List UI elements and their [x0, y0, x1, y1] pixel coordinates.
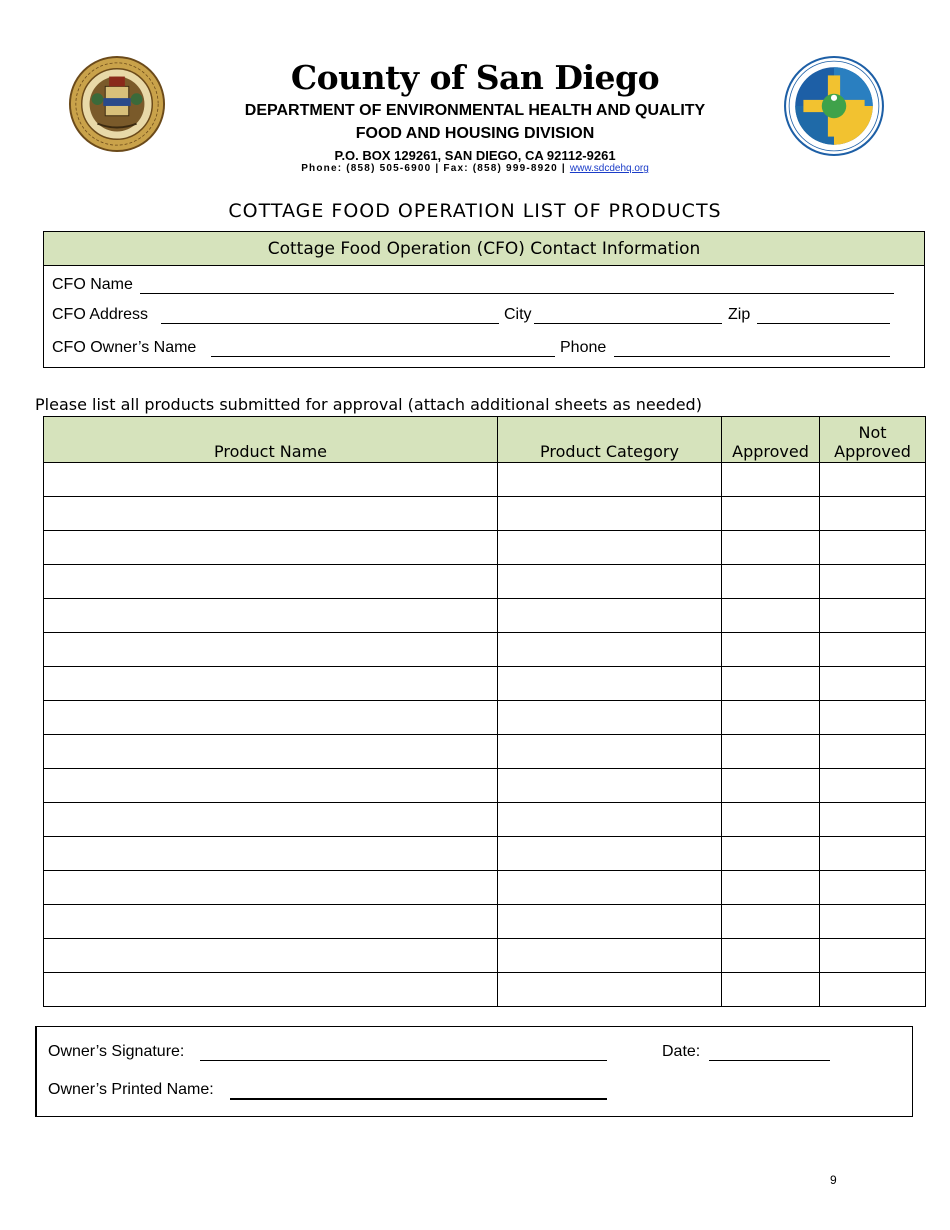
product-name-cell[interactable]	[44, 599, 498, 633]
county-seal-icon	[68, 55, 166, 153]
product-name-cell[interactable]	[44, 633, 498, 667]
product-category-cell[interactable]	[498, 769, 722, 803]
website-link[interactable]: www.sdcdehq.org	[569, 163, 649, 174]
not-approved-cell[interactable]	[820, 701, 926, 735]
not-approved-cell[interactable]	[820, 565, 926, 599]
col-product-category: Product Category	[498, 417, 722, 463]
approved-cell[interactable]	[722, 905, 820, 939]
table-row	[44, 871, 926, 905]
approved-cell[interactable]	[722, 565, 820, 599]
not-approved-cell[interactable]	[820, 837, 926, 871]
approved-cell[interactable]	[722, 463, 820, 497]
approved-cell[interactable]	[722, 837, 820, 871]
not-approved-cell[interactable]	[820, 973, 926, 1007]
col-not-approved: Not Approved	[820, 417, 926, 463]
cfo-address-field[interactable]	[161, 323, 499, 324]
product-category-cell[interactable]	[498, 463, 722, 497]
phone-field[interactable]	[614, 356, 890, 357]
approved-cell[interactable]	[722, 871, 820, 905]
contact-section	[43, 231, 925, 368]
cfo-address-label: CFO Address	[52, 306, 149, 323]
table-row	[44, 463, 926, 497]
cfo-name-label: CFO Name	[52, 276, 133, 293]
date-field[interactable]	[709, 1060, 830, 1061]
printed-name-label: Owner’s Printed Name:	[48, 1081, 214, 1098]
phone-label: Phone	[560, 339, 607, 356]
product-name-cell[interactable]	[44, 871, 498, 905]
product-category-cell[interactable]	[498, 701, 722, 735]
product-name-cell[interactable]	[44, 973, 498, 1007]
not-approved-cell[interactable]	[820, 905, 926, 939]
product-name-cell[interactable]	[44, 701, 498, 735]
approved-cell[interactable]	[722, 769, 820, 803]
product-category-cell[interactable]	[498, 735, 722, 769]
table-row	[44, 803, 926, 837]
not-approved-cell[interactable]	[820, 939, 926, 973]
printed-name-field[interactable]	[230, 1098, 607, 1100]
product-name-cell[interactable]	[44, 837, 498, 871]
approved-cell[interactable]	[722, 973, 820, 1007]
contact-line	[200, 163, 750, 174]
product-name-cell[interactable]	[44, 463, 498, 497]
approved-cell[interactable]	[722, 803, 820, 837]
product-category-cell[interactable]	[498, 905, 722, 939]
contact-section-heading: Cottage Food Operation (CFO) Contact Information	[44, 232, 924, 266]
product-name-cell[interactable]	[44, 565, 498, 599]
table-row	[44, 905, 926, 939]
table-row	[44, 633, 926, 667]
phone-fax: Phone: (858) 505-6900 | Fax: (858) 999-8920 |	[301, 163, 566, 174]
product-name-cell[interactable]	[44, 497, 498, 531]
approved-cell[interactable]	[722, 939, 820, 973]
cfo-name-field[interactable]	[140, 293, 894, 294]
zip-label: Zip	[728, 306, 751, 323]
date-label: Date:	[662, 1043, 701, 1060]
table-header-row	[44, 417, 926, 463]
table-row	[44, 939, 926, 973]
product-category-cell[interactable]	[498, 599, 722, 633]
products-table	[43, 416, 926, 1007]
approved-cell[interactable]	[722, 633, 820, 667]
form-title: COTTAGE FOOD OPERATION LIST OF PRODUCTS	[228, 200, 722, 222]
product-name-cell[interactable]	[44, 531, 498, 565]
signature-label: Owner’s Signature:	[48, 1043, 185, 1060]
approved-cell[interactable]	[722, 667, 820, 701]
not-approved-cell[interactable]	[820, 497, 926, 531]
zip-field[interactable]	[757, 323, 890, 324]
product-name-cell[interactable]	[44, 769, 498, 803]
product-category-cell[interactable]	[498, 667, 722, 701]
product-name-cell[interactable]	[44, 803, 498, 837]
col-product-name: Product Name	[44, 417, 498, 463]
approved-cell[interactable]	[722, 599, 820, 633]
not-approved-cell[interactable]	[820, 599, 926, 633]
table-row	[44, 497, 926, 531]
product-category-cell[interactable]	[498, 633, 722, 667]
division-name: FOOD AND HOUSING DIVISION	[355, 125, 595, 142]
table-row	[44, 837, 926, 871]
approved-cell[interactable]	[722, 497, 820, 531]
not-approved-cell[interactable]	[820, 803, 926, 837]
owner-name-field[interactable]	[211, 356, 555, 357]
page-number: 9	[830, 1173, 837, 1187]
instruction-text: Please list all products submitted for approval (attach additional sheets as needed)	[35, 395, 702, 414]
not-approved-cell[interactable]	[820, 735, 926, 769]
table-row	[44, 735, 926, 769]
table-row	[44, 667, 926, 701]
department-name: DEPARTMENT OF ENVIRONMENTAL HEALTH AND QUALITY	[244, 102, 706, 119]
table-row	[44, 599, 926, 633]
product-name-cell[interactable]	[44, 905, 498, 939]
city-field[interactable]	[534, 323, 722, 324]
col-approved: Approved	[722, 417, 820, 463]
county-title: County of San Diego	[290, 58, 660, 97]
product-name-cell[interactable]	[44, 735, 498, 769]
dehq-logo-icon	[783, 55, 885, 157]
not-approved-cell[interactable]	[820, 633, 926, 667]
product-category-cell[interactable]	[498, 939, 722, 973]
product-category-cell[interactable]	[498, 565, 722, 599]
not-approved-cell[interactable]	[820, 667, 926, 701]
table-row	[44, 531, 926, 565]
product-category-cell[interactable]	[498, 973, 722, 1007]
approved-cell[interactable]	[722, 735, 820, 769]
not-approved-cell[interactable]	[820, 531, 926, 565]
city-label: City	[504, 306, 532, 323]
table-row	[44, 769, 926, 803]
product-category-cell[interactable]	[498, 497, 722, 531]
table-row	[44, 701, 926, 735]
owner-name-label: CFO Owner’s Name	[52, 339, 197, 356]
table-row	[44, 565, 926, 599]
product-name-cell[interactable]	[44, 667, 498, 701]
not-approved-cell[interactable]	[820, 463, 926, 497]
approved-cell[interactable]	[722, 701, 820, 735]
table-row	[44, 973, 926, 1007]
approved-cell[interactable]	[722, 531, 820, 565]
product-category-cell[interactable]	[498, 803, 722, 837]
product-category-cell[interactable]	[498, 837, 722, 871]
signature-section	[35, 1026, 913, 1117]
mailing-address: P.O. BOX 129261, SAN DIEGO, CA 92112-9261	[334, 148, 616, 163]
product-category-cell[interactable]	[498, 871, 722, 905]
not-approved-cell[interactable]	[820, 769, 926, 803]
signature-field[interactable]	[200, 1060, 607, 1061]
not-approved-cell[interactable]	[820, 871, 926, 905]
product-name-cell[interactable]	[44, 939, 498, 973]
product-category-cell[interactable]	[498, 531, 722, 565]
